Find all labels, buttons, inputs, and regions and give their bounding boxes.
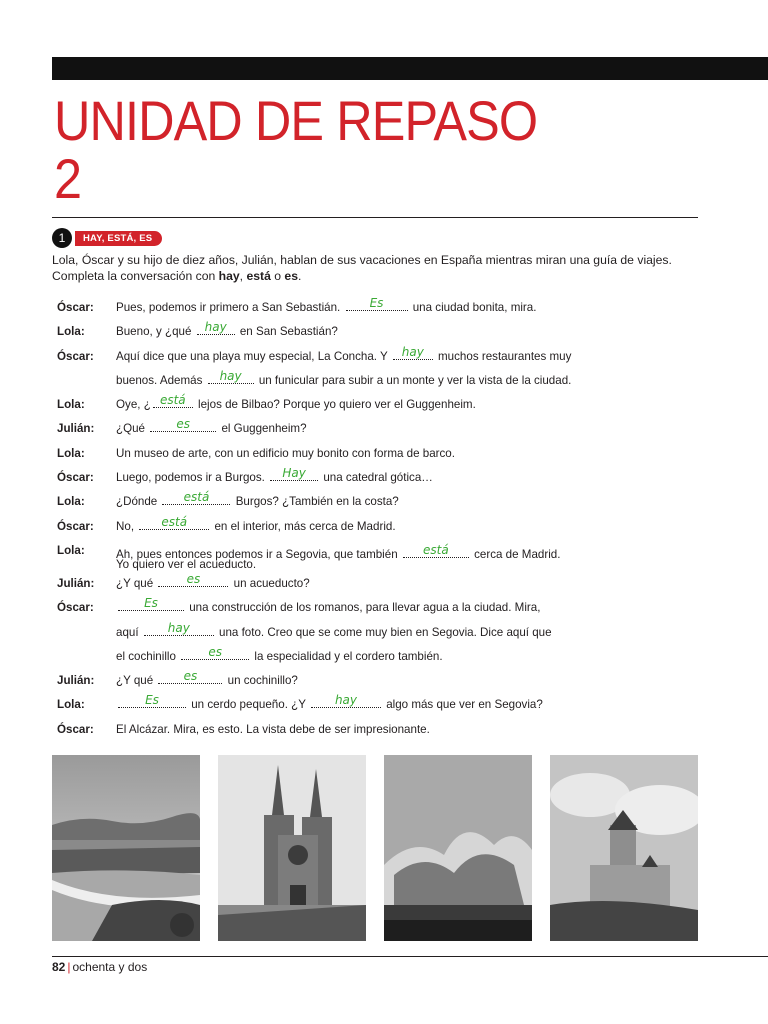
speech-text	[116, 442, 687, 466]
page-footer	[52, 960, 147, 974]
footer-separator: |	[67, 960, 71, 974]
dialogue-line	[57, 669, 687, 693]
speech-segment: Ah, pues entonces podemos ir a Segovia, que también	[116, 547, 401, 561]
exercise-tag: HAY, ESTÁ, ES	[75, 231, 162, 246]
option-esta: está	[246, 269, 271, 283]
speech-row	[116, 693, 687, 717]
dialogue-line	[57, 718, 687, 742]
speech-text	[116, 669, 687, 693]
answer-blank[interactable]	[181, 646, 249, 660]
answer-blank[interactable]	[153, 394, 193, 408]
exercise-header	[52, 228, 162, 248]
speech-segment: aquí	[116, 625, 142, 639]
handwritten-answer: hay	[334, 693, 357, 708]
dialogue-line	[57, 539, 687, 572]
handwritten-answer: es	[176, 417, 191, 432]
speech-segment: un acueducto?	[230, 576, 310, 590]
speech-segment: Pues, podemos ir primero a San Sebastián.	[116, 301, 344, 314]
header-bar	[52, 57, 768, 80]
speech-segment: Un museo de arte, con un edificio muy bonito con forma de barco.	[116, 446, 455, 460]
speech-segment: cerca de Madrid.	[470, 547, 561, 561]
speech-segment: el Guggenheim?	[218, 422, 307, 436]
speech-segment: una construcción de los romanos, para llevar agua a la ciudad. Mira,	[186, 601, 541, 615]
speech-segment: Yo quiero ver el acueducto.	[116, 557, 257, 571]
speech-row	[116, 669, 687, 693]
exercise-number: 1	[52, 228, 72, 248]
answer-blank[interactable]	[118, 694, 186, 708]
speech-row	[116, 645, 687, 669]
page-title-line1: UNIDAD DE REPASO	[54, 89, 538, 152]
answer-blank[interactable]	[150, 418, 216, 432]
speech-segment: en San Sebastián?	[236, 325, 338, 339]
page-title-line2: 2	[54, 147, 82, 210]
speaker-name: Lola:	[57, 325, 85, 339]
speaker-name: Óscar:	[57, 471, 94, 485]
speech-row	[116, 539, 687, 561]
speech-segment: una ciudad bonita, mira.	[409, 301, 537, 314]
handwritten-answer: Hay	[282, 466, 306, 481]
dialogue-line	[57, 345, 687, 394]
dialogue-line	[57, 693, 687, 717]
speech-segment: la especialidad y el cordero también.	[251, 649, 443, 663]
answer-blank[interactable]	[197, 321, 235, 335]
photo-alcazar-segovia	[550, 755, 698, 941]
speaker-name: Lola:	[57, 446, 85, 460]
answer-blank[interactable]	[158, 573, 228, 587]
dialogue-line	[57, 596, 687, 669]
instruction-end: .	[297, 269, 302, 283]
speech-segment: ¿Y qué	[116, 576, 157, 590]
speaker-name: Óscar:	[57, 601, 94, 615]
speech-text	[116, 417, 687, 441]
speech-segment: un cerdo pequeño. ¿Y	[188, 698, 309, 712]
speech-text	[116, 345, 687, 394]
speech-segment: No,	[116, 519, 138, 533]
answer-blank[interactable]	[311, 694, 381, 708]
speaker-name: Lola:	[57, 698, 85, 712]
handwritten-answer: está	[159, 393, 186, 408]
speech-segment: ¿Dónde	[116, 495, 161, 509]
speech-text	[116, 693, 687, 717]
speech-row	[116, 515, 687, 539]
answer-blank[interactable]	[158, 670, 222, 684]
handwritten-answer: está	[161, 514, 188, 529]
speech-text	[116, 515, 687, 539]
photo-guggenheim	[384, 755, 532, 941]
speech-text	[116, 490, 687, 514]
speech-row	[116, 466, 687, 490]
speech-segment: algo más que ver en Segovia?	[382, 698, 543, 712]
speech-row	[116, 596, 687, 620]
answer-blank[interactable]	[403, 544, 469, 558]
speech-row	[116, 417, 687, 441]
speech-segment: ¿Y qué	[116, 674, 157, 688]
page-number: 82	[52, 960, 66, 974]
exercise-instruction	[52, 252, 692, 284]
speech-segment: buenos. Además	[116, 373, 206, 387]
answer-blank[interactable]	[208, 370, 254, 384]
speech-segment: una foto. Creo que se come muy bien en Segovia. Dice aquí que	[215, 625, 552, 639]
handwritten-answer: es	[208, 644, 222, 659]
dialogue-line	[57, 466, 687, 490]
speech-text	[116, 296, 687, 320]
option-es: es	[284, 269, 298, 283]
photo-san-sebastian	[52, 755, 200, 941]
handwritten-answer: hay	[204, 320, 227, 335]
speaker-name: Julián:	[57, 422, 95, 436]
speech-text	[116, 572, 687, 596]
answer-blank[interactable]	[270, 467, 318, 481]
dialogue-line	[57, 393, 687, 417]
speech-segment: Burgos? ¿También en la costa?	[232, 495, 399, 509]
answer-blank[interactable]	[346, 297, 408, 311]
speech-row	[116, 490, 687, 514]
answer-blank[interactable]	[118, 597, 184, 611]
handwritten-answer: está	[423, 542, 449, 557]
speaker-name: Óscar:	[57, 519, 94, 533]
dialogue-line	[57, 515, 687, 539]
handwritten-answer: Es	[144, 596, 158, 611]
handwritten-answer: está	[183, 490, 210, 505]
page-title	[54, 89, 538, 210]
page-number-words: ochenta y dos	[72, 960, 148, 974]
handwritten-answer: hay	[167, 620, 190, 635]
footer-divider	[52, 956, 768, 957]
answer-blank[interactable]	[139, 516, 209, 530]
speech-row	[116, 718, 687, 742]
speech-text	[116, 596, 687, 669]
speech-row	[116, 345, 687, 369]
speech-segment: Bueno, y ¿qué	[116, 325, 195, 339]
speech-segment: Oye, ¿	[116, 398, 151, 412]
speech-row	[116, 572, 687, 596]
speech-row	[116, 369, 687, 393]
handwritten-answer: hay	[219, 368, 242, 383]
speech-segment: una catedral gótica…	[320, 471, 433, 485]
speech-segment: lejos de Bilbao? Porque yo quiero ver el Guggenheim.	[194, 398, 476, 412]
speech-segment: un funicular para subir a un monte y ver la vista de la ciudad.	[255, 373, 572, 387]
speaker-name: Óscar:	[57, 349, 94, 363]
speaker-name: Óscar:	[57, 301, 94, 314]
dialogue	[57, 296, 687, 742]
speech-text	[116, 539, 687, 572]
instruction-text: Lola, Óscar y su hijo de diez años, Julián, hablan de sus vacaciones en España mientras miran una guía de viajes. Completa la conversación con	[52, 253, 672, 283]
speech-text	[116, 320, 687, 344]
speech-text	[116, 466, 687, 490]
photo-burgos-cathedral	[218, 755, 366, 941]
speech-row	[116, 393, 687, 417]
speaker-name: Óscar:	[57, 722, 94, 736]
handwritten-answer: Es	[145, 693, 159, 708]
speaker-name: Julián:	[57, 674, 95, 688]
instruction-sep: o	[270, 269, 285, 283]
speaker-name: Lola:	[57, 543, 85, 557]
answer-blank[interactable]	[162, 491, 230, 505]
speech-segment: ¿Qué	[116, 422, 149, 436]
speech-row	[116, 621, 687, 645]
speaker-name: Lola:	[57, 495, 85, 509]
speech-segment: Aquí dice que una playa muy especial, La Concha. Y	[116, 349, 391, 363]
handwritten-answer: hay	[401, 344, 424, 359]
speech-segment: muchos restaurantes muy	[434, 349, 572, 363]
speech-row	[116, 296, 687, 320]
dialogue-line	[57, 572, 687, 596]
dialogue-line	[57, 320, 687, 344]
speaker-name: Julián:	[57, 576, 95, 590]
handwritten-answer: es	[183, 669, 198, 684]
handwritten-answer: Es	[369, 296, 384, 310]
speech-segment: un cochinillo?	[224, 674, 298, 688]
dialogue-line	[57, 417, 687, 441]
speech-text	[116, 393, 687, 417]
speech-segment: el cochinillo	[116, 649, 180, 663]
speech-row	[116, 320, 687, 344]
answer-blank[interactable]	[144, 622, 214, 636]
answer-blank[interactable]	[393, 346, 433, 360]
dialogue-line	[57, 296, 687, 320]
dialogue-line	[57, 442, 687, 466]
speech-segment: en el interior, más cerca de Madrid.	[211, 519, 396, 533]
speech-segment: El Alcázar. Mira, es esto. La vista debe de ser impresionante.	[116, 722, 430, 736]
dialogue-line	[57, 490, 687, 514]
handwritten-answer: es	[186, 571, 201, 586]
speech-text	[116, 718, 687, 742]
speech-segment: Luego, podemos ir a Burgos.	[116, 471, 269, 485]
speech-row	[116, 442, 687, 466]
instruction-sep: ,	[239, 269, 247, 283]
speaker-name: Lola:	[57, 398, 85, 412]
title-divider	[52, 217, 698, 218]
option-hay: hay	[218, 269, 240, 283]
